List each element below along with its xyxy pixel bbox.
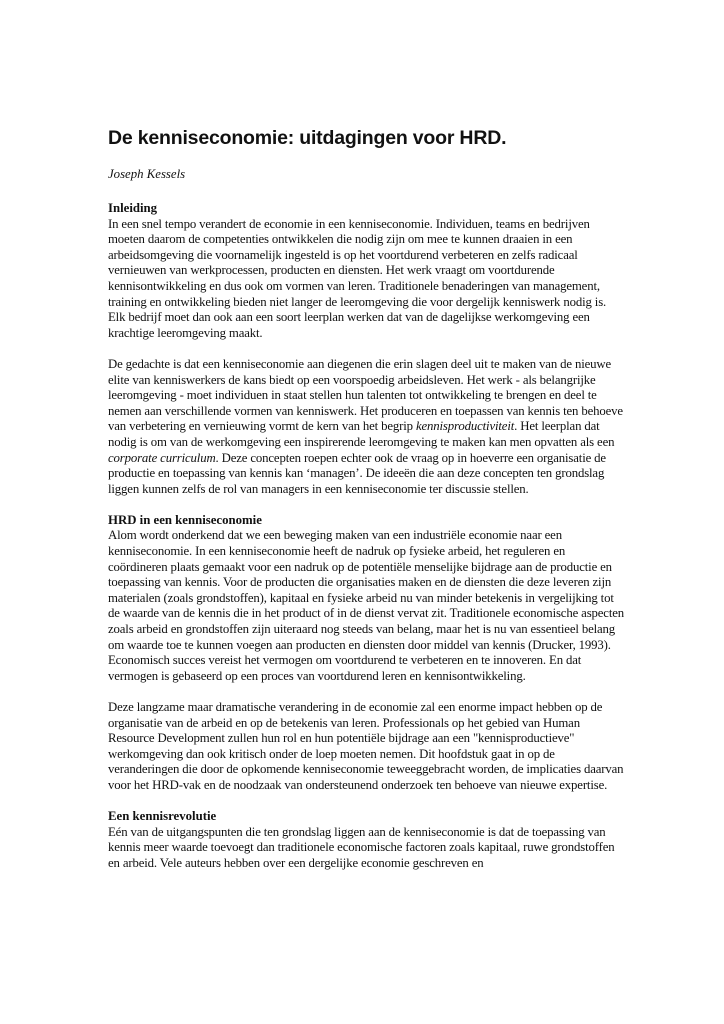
emphasis-kennisproductiviteit: kennisproductiviteit [415, 419, 515, 434]
paragraph: In een snel tempo verandert de economie in een kenniseconomie. Individuen, teams en bedrijven moeten daarom de competenties ontwikkelen die nodig zijn om mee te kunnen draaien in een arbeidsomgeving die voornamelijk ingesteld is op het voortdurend verbeteren en zelfs radicaal vernieuwen van werkprocessen, producten en diensten. Het werk vraagt om voortdurende kennisontwikkeling en dus ook om vormen van leren. Traditionele benaderingen van management, training en ontwikkeling bieden niet langer de leeromgeving die voor dergelijk kenniswerk nodig is. Elk bedrijf moet dan ook aan een soort leerplan werken dat van de dagelijkse werkomgeving een krachtige leeromgeving maakt. [108, 216, 607, 340]
section-heading-inleiding: Inleiding [108, 201, 158, 215]
paragraph: Alom wordt onderkend dat we een beweging maken van een industriële economie naar een kenniseconomie. In een kenniseconomie heeft de nadruk op fysieke arbeid, het reguleren en coördineren plaats gemaakt voor een nadruk op de potentiële menselijke bijdrage aan de productie en toepassing van kennis. Voor de producten die organisaties maken en de diensten die deze leveren zijn materialen (zoals grondstoffen), kapitaal en fysieke arbeid nu van minder betekenis in vergelijking tot de waarde van de kennis die in het product of in de dienst vervat zit. Traditionele economische aspecten zoals arbeid en grondstoffen zijn uiteraard nog steeds van belang, maar het is nu van essentieel belang om waarde toe te kunnen voegen aan producten en diensten door middel van kennis (Drucker, 1993). Economisch succes vereist het vermogen om voortdurend te verbeteren en te innoveren. En dat vermogen is gebaseerd op een proces van voortdurend leren en kennisontwikkeling. [108, 528, 625, 683]
document-body [108, 126, 624, 872]
text-run: . Deze concepten roepen echter ook de vraag op in hoeverre een organisatie de productie en toepassing van kennis kan ‘managen’. De ideeën die aan deze concepten ten grondslag liggen kunnen zelfs de rol van managers in een kenniseconomie ter discussie stellen. [108, 450, 606, 496]
section-heading-kennisrevolutie: Een kennisrevolutie [108, 809, 217, 824]
section-heading-hrd: HRD in een kenniseconomie [108, 512, 262, 527]
document-title: De kenniseconomie: uitdagingen voor HRD. [108, 127, 507, 149]
author-name: Joseph Kessels [108, 167, 186, 181]
emphasis-corporate-curriculum: corporate curriculum [108, 450, 216, 465]
paragraph: Eén van de uitgangspunten die ten grondslag liggen aan de kenniseconomie is dat de toepassing van kennis meer waarde toevoegt dan traditionele economische factoren zoals kapitaal, ruwe grondstoffen en arbeid. Vele auteurs hebben over een dergelijke economie geschreven en [108, 824, 615, 870]
paragraph [108, 357, 624, 497]
paragraph: Deze langzame maar dramatische verandering in de economie zal een enorme impact hebben op de organisatie van de arbeid en op de betekenis van leren. Professionals op het gebied van Human Resource Development zullen hun rol en hun potentiële bijdrage aan een "kennisproductieve" werkomgeving dan ook kritisch onder de loep moeten nemen. Dit hoofdstuk gaat in op de veranderingen die door de opkomende kenniseconomie teweeggebracht worden, de implicaties daarvan voor het HRD-vak en de noodzaak van ondersteunend onderzoek ten behoeve van nieuwe expertise. [108, 700, 624, 792]
text-run: De gedachte is dat een kenniseconomie aan diegenen die erin slagen deel uit te maken van de nieuwe elite van kenniswerkers de kans biedt op een voorspoedig arbeidsleven. Het werk - als belangrijke leeromgeving - moet individuen in staat stellen hun talenten tot ontwikkeling te brengen en deel te nemen aan verschillende vormen van kenniswerk. Het produceren en toepassen van kennis ten behoeve van verbetering en vernieuwing vormt de kern van het begrip [108, 356, 623, 434]
text-run: . Het leerplan dat nodig is om van de werkomgeving een inspirerende leeromgeving te maken kan men opvatten als een [108, 419, 615, 449]
